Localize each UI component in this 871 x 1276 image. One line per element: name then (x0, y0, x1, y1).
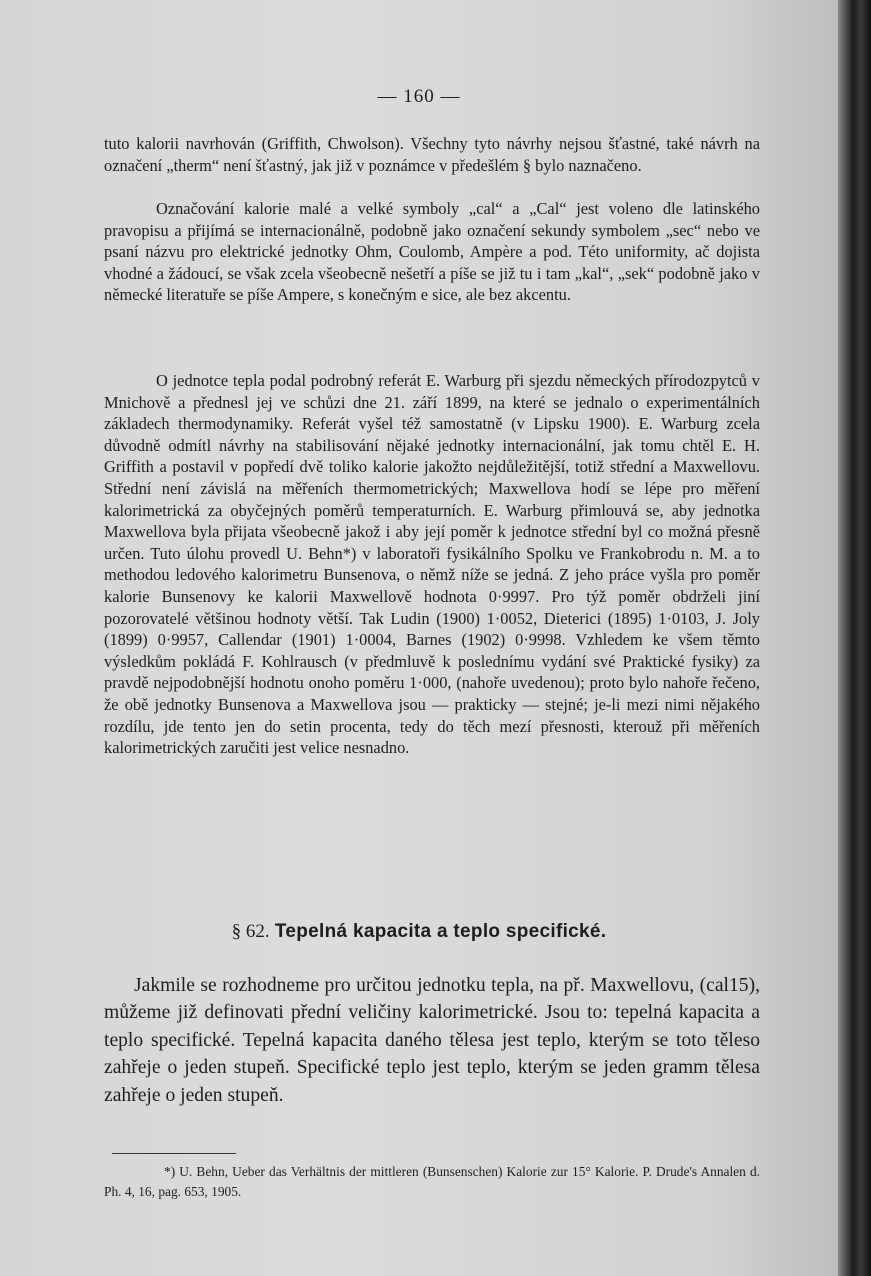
paragraph-1: tuto kalorii navrhován (Griffith, Chwolson). Všechny tyto návrhy nejsou šťastné, také návrh na označení „therm“ není šťastný, jak již v poznámce v předešlém § bylo naznačeno. (104, 134, 760, 175)
page-number: — 160 — (377, 86, 461, 107)
book-spine-shadow (838, 0, 871, 1276)
footnote-rule (112, 1153, 236, 1154)
section-heading (0, 921, 838, 943)
paragraph-3: O jednotce tepla podal podrobný referát E. Warburg při sjezdu německých přírodozpytců v Mnichově a přednesl jej ve schůzi dne 21. září 1899, na které se jednalo o experimentálních základech thermodynamiky. Referát vyšel též samostatně (v Lipsku 1900). E. Warburg zcela důvodně odmítl návrhy na stabilisování nějaké jednotky internacionální, jak tomu chtěl E. H. Griffith a postavil v popředí dvě toliko kalorie jakožto nejdůležitější, totiž střední a Maxwellovu. Střední není závislá na měřeních thermometrických; Maxwellova hodí se lépe pro měření kalorimetrická za obyčejných poměrů temperaturních. E. Warburg přimlouvá se, aby jednotka Maxwellova byla přijata všeobecně jakož i aby její poměr k jednotce střední byl co možná přesně určen. Tuto úlohu provedl U. Behn*) v laboratoři fysikálního Spolku ve Frankobrodu n. M. a to methodou ledového kalorimetru Bunsenova, o němž níže se jedná. Z jeho práce vyšla pro poměr kalorie Bunsenovy ke kalorii Maxwellově hodnota 0·9997. Pro týž poměr obdrželi jiní pozorovatelé většinou hodnoty větší. Tak Ludin (1900) 1·0052, Dieterici (1895) 1·0103, J. Joly (1899) 0·9957, Callendar (1901) 1·0004, Barnes (1902) 0·9998. Vzhledem ke všem těmto výsledkům pokládá F. Kohlrausch (v předmluvě k poslednímu vydání své Praktické fysiky) za pravdě nejpodobnější hodnotu onoho poměru 1·000, (nahoře uvedenou); proto bylo nahoře řečeno, že obě jednotky Bunsenova a Maxwellova jsou — prakticky — stejné; je-li mezi nimi nějakého rozdílu, jde tento jen do setin procenta, tedy do těch mezí přesnosti, kterouž při měřeních kalorimetrických zaručiti jest velice nesnadno. (104, 371, 760, 758)
definition-paragraph: Jakmile se rozhodneme pro určitou jednotku tepla, na př. Maxwellovu, (cal15), můžeme již definovati přední veličiny kalorimetrické. Jsou to: tepelná kapacita a teplo specifické. Tepelná kapacita daného tělesa jest teplo, kterým se toto těleso zahřeje o jeden stupeň. Specifické teplo jest teplo, kterým se jeden gramm tělesa zahřeje o jeden stupeň. (104, 975, 760, 1106)
section-number: § 62. (231, 921, 270, 942)
section-title: Tepelná kapacita a teplo specifické. (274, 921, 607, 942)
paragraph-2: Označování kalorie malé a velké symboly „cal“ a „Cal“ jest voleno dle latinského pravopisu a přijímá se internacionálně, podobně jako označení sekundy symbolem „sec“ nebo ve psaní názvu pro elektrické jednotky Ohm, Coulomb, Ampère a pod. Této uniformity, ač dojista vhodné a žádoucí, se však zcela všeobecně nešetří a píše se již tu i tam „kal“, „sek“ podobně jako v německé literatuře se píše Ampere, s konečným e sice, ale bez akcentu. (104, 199, 760, 305)
footnote: *) U. Behn, Ueber das Verhältnis der mittleren (Bunsenschen) Kalorie zur 15° Kalorie. P. Drude's Annalen d. Ph. 4, 16, pag. 653, 1905. (104, 1164, 760, 1199)
